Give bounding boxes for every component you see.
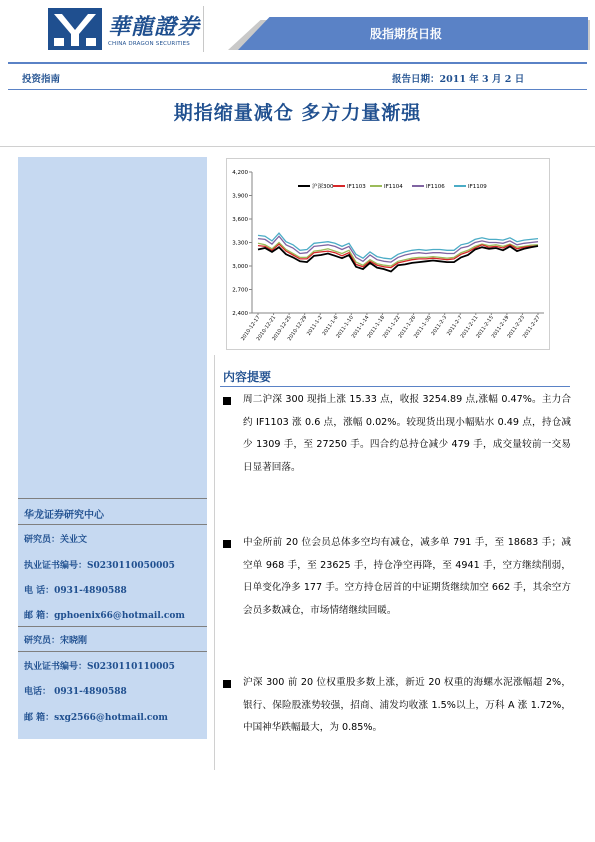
analyst-name: 研究员：关业文 (24, 535, 88, 545)
x-tick-label: 2010-12-21 (255, 314, 278, 342)
x-tick-label: 2011-1-2 (305, 314, 324, 337)
research-center: 华龙证券研究中心 (24, 510, 104, 521)
x-tick-label: 2011-1-18 (366, 314, 387, 340)
sidebar-divider (18, 626, 207, 627)
subheader-rule (8, 89, 587, 90)
analyst-phone: 电 话：0931-4890588 (24, 586, 127, 596)
y-tick-label: 2,700 (232, 287, 248, 294)
x-tick-label: 2011-2-3 (430, 314, 449, 337)
header-rule (8, 62, 587, 64)
futures-line-chart (226, 158, 550, 350)
x-tick-label: 2011-2-23 (506, 314, 527, 340)
summary-paragraph: 周二沪深 300 现指上涨 15.33 点，收报 3254.89 点,涨幅 0.47%。主力合约 IF1103 涨 0.6 点，涨幅 0.02%。较现货出现小幅贴水 0.49 点，持仓减少 1309 手，至 27250 手。四合约总持仓减少 479 手，成交量较前一交易日显著回落。 (243, 394, 571, 473)
logo-chinese-name: 華龍證券 (108, 14, 201, 40)
analyst-name: 研究员：宋晓刚 (24, 636, 88, 646)
x-tick-label: 2010-12-25 (271, 314, 293, 342)
legend-label: IF1104 (384, 184, 403, 190)
bullet-icon (223, 540, 231, 548)
y-tick-label: 3,600 (232, 217, 248, 223)
page-title: 期指缩量减仓 多方力量渐强 (173, 102, 422, 124)
x-tick-label: 2011-1-14 (350, 314, 371, 340)
x-tick-label: 2011-1-30 (412, 314, 433, 340)
summary-heading: 内容提要 (223, 370, 272, 384)
dragon-emblem-icon (48, 8, 102, 50)
x-tick-label: 2011-2-15 (475, 314, 495, 340)
y-tick-label: 2,400 (232, 311, 248, 317)
x-tick-label: 2011-2-7 (445, 314, 464, 337)
analyst-cert: 执业证书编号：S0230110110005 (24, 662, 175, 672)
report-type: 股指期货日报 (370, 27, 443, 41)
y-tick-label: 3,900 (232, 193, 248, 200)
y-tick-label: 3,000 (232, 264, 248, 270)
y-tick-label: 3,300 (232, 240, 248, 247)
legend-label: IF1109 (468, 184, 487, 190)
company-logo (48, 6, 206, 52)
title-rule (0, 146, 595, 147)
x-tick-label: 2011-2-19 (490, 314, 511, 340)
x-tick-label: 2011-1-26 (397, 314, 418, 340)
analyst-phone: 电话： 0931-4890588 (24, 687, 127, 697)
bullet-icon (223, 397, 231, 405)
x-tick-label: 2010-12-17 (240, 314, 262, 342)
x-tick-label: 2011-1-22 (381, 314, 402, 340)
sidebar-divider (18, 651, 207, 652)
y-tick-label: 4,200 (232, 170, 248, 176)
summary-rule (220, 386, 570, 387)
x-tick-label: 2010-12-29 (286, 314, 309, 342)
x-tick-label: 2011-1-6 (321, 314, 340, 337)
x-tick-label: 2011-2-11 (459, 314, 480, 340)
analyst-email[interactable]: 邮 箱：sxg2566@hotmail.com (24, 713, 168, 723)
sidebar-divider (18, 524, 207, 525)
summary-paragraph: 中金所前 20 位会员总体多空均有减仓，减多单 791 手，至 18683 手；减空单 968 手，至 23625 手，持仓净空再降，至 4941 手，空方继续削弱，日单变化净多 177 手。空方持仓居首的中证期货继续加空 662 手，其余空方会员多数减仓，市场情绪继续回暖。 (243, 537, 571, 616)
header-divider (203, 6, 204, 52)
section-label: 投资指南 (22, 74, 61, 85)
x-tick-label: 2011-1-10 (335, 314, 355, 340)
content-divider (214, 355, 215, 770)
logo-english-name: CHINA DRAGON SECURITIES (108, 41, 191, 47)
legend-label: IF1103 (347, 184, 366, 190)
summary-paragraph: 沪深 300 前 20 位权重股多数上涨，新近 20 权重的海螺水泥涨幅超 2%，银行、保险股涨势较强，招商、浦发均收涨 1.5%以上，万科 A 涨 1.72%，中国神华跌幅最大，为 0.85%。 (243, 677, 571, 733)
x-tick-label: 2011-2-27 (521, 314, 542, 340)
legend-label: 沪深300 (312, 184, 334, 190)
analyst-email[interactable]: 邮 箱：gphoenix66@hotmail.com (24, 611, 185, 621)
analyst-cert: 执业证书编号：S0230110050005 (24, 561, 175, 571)
legend-label: IF1106 (426, 184, 445, 190)
report-date: 报告日期：2011 年 3 月 2 日 (392, 74, 525, 85)
sidebar-divider (18, 498, 207, 499)
bullet-icon (223, 680, 231, 688)
